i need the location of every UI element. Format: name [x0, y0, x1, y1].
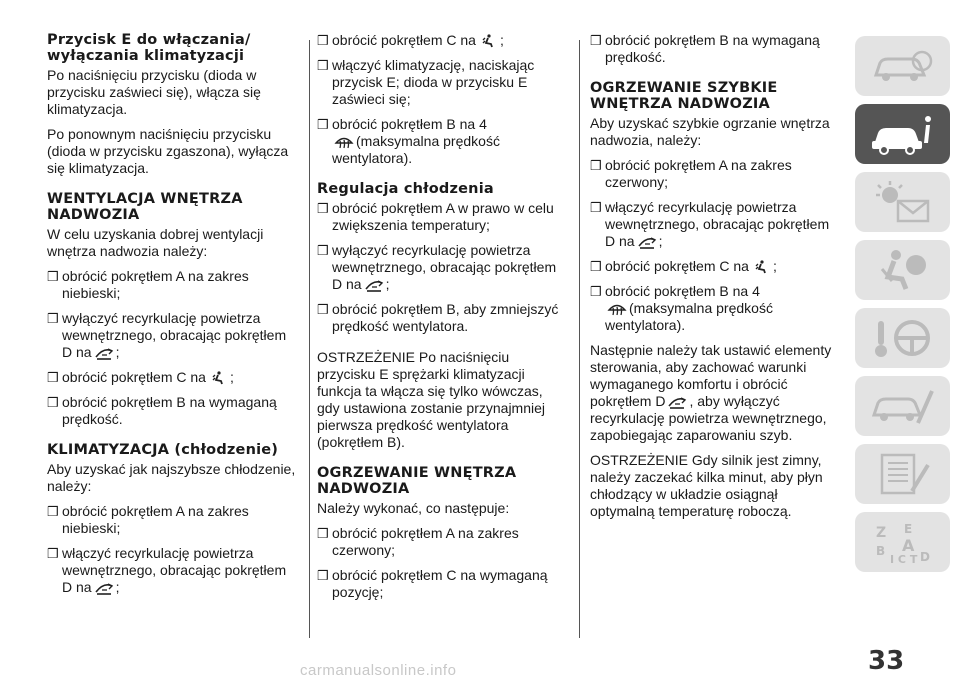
- checkbox-bullet-icon: ❒: [47, 395, 59, 410]
- heading-ventilation: WENTYLACJA WNĘTRZA NADWOZIA: [47, 191, 243, 223]
- paragraph: Po ponownym naciśnięciu przycisku (dioda w przycisku zgaszona), wyłącza się klimatyzacja.: [47, 126, 289, 176]
- list-item: ❒ obrócić pokrętłem C na ;: [317, 32, 504, 48]
- column-1: [47, 32, 299, 604]
- checkbox-bullet-icon: ❒: [317, 33, 329, 48]
- sidebar-item-airbag[interactable]: [855, 240, 950, 300]
- paragraph: W celu uzyskania dobrej wentylacji wnętrza nadwozia należy:: [47, 226, 264, 259]
- paragraph: Aby uzyskać szybkie ogrzanie wnętrza nadwozia, należy:: [590, 115, 830, 148]
- sidebar-item-document-list[interactable]: [855, 444, 950, 504]
- paragraph: Aby uzyskać jak najszybsze chłodzenie, należy:: [47, 461, 296, 494]
- list-item: ❒ obrócić pokrętłem B na 4 (maksymalna prędkość wentylatora).: [317, 116, 500, 166]
- document-list-icon: [868, 451, 938, 497]
- sidebar-item-car-info[interactable]: [855, 104, 950, 164]
- heading-ac-button: Przycisk E do włączania/ wyłączania klimatyzacji: [47, 32, 251, 64]
- checkbox-bullet-icon: ❒: [317, 117, 329, 132]
- checkbox-bullet-icon: ❒: [317, 243, 329, 258]
- checkbox-bullet-icon: ❒: [47, 546, 59, 561]
- checkbox-bullet-icon: ❒: [317, 302, 329, 317]
- airbag-icon: [868, 247, 938, 293]
- car-tools-icon: [868, 383, 938, 429]
- car-info-icon: [868, 111, 938, 157]
- light-signal-icon: [868, 179, 938, 225]
- chapter-sidebar: [855, 36, 953, 580]
- fan-speed-icon: [334, 135, 354, 149]
- checkbox-bullet-icon: ❒: [590, 284, 602, 299]
- air-distribution-icon: [208, 371, 228, 385]
- sidebar-item-key-wheel[interactable]: [855, 308, 950, 368]
- car-warning-icon: [868, 43, 938, 89]
- sidebar-item-car-tools[interactable]: [855, 376, 950, 436]
- paragraph: Następnie należy tak ustawić elementy sterowania, aby zachować warunki wymaganego komfortu i obrócić pokrętłem D , aby wyłączyć recyrkulację powietrza wewnętrznego, zapobiegając zaparowaniu szyb.: [590, 342, 832, 443]
- checkbox-bullet-icon: ❒: [590, 158, 602, 173]
- column-divider: [579, 40, 580, 638]
- svg-text:A: A: [901, 536, 914, 555]
- list-item: ❒ wyłączyć recyrkulację powietrza wewnętrznego, obracając pokrętłem D na ;: [317, 242, 557, 292]
- recirculation-icon: [364, 278, 384, 292]
- svg-text:I C T: I C T: [889, 553, 917, 565]
- list-item: ❒ włączyć recyrkulację powietrza wewnętrznego, obracając pokrętłem D na ;: [47, 545, 287, 595]
- list-item: ❒ obrócić pokrętłem B na wymaganą prędkość.: [590, 32, 820, 65]
- list-item: ❒ obrócić pokrętłem B, aby zmniejszyć prędkość wentylatora.: [317, 301, 559, 334]
- heading-air-conditioning: KLIMATYZACJA (chłodzenie): [47, 442, 279, 458]
- paragraph: Po naciśnięciu przycisku (dioda w przycisku zaświeci się), włącza się klimatyzacja.: [47, 67, 261, 117]
- svg-text:Z: Z: [875, 525, 886, 541]
- recirculation-icon: [637, 235, 657, 249]
- list-item: ❒ obrócić pokrętłem A na zakres czerwony;: [590, 157, 792, 190]
- fan-speed-icon: [607, 302, 627, 316]
- checkbox-bullet-icon: ❒: [47, 370, 59, 385]
- list-item: ❒ obrócić pokrętłem C na wymaganą pozycję;: [317, 567, 548, 600]
- checkbox-bullet-icon: ❒: [47, 269, 59, 284]
- checkbox-bullet-icon: ❒: [317, 568, 329, 583]
- sidebar-item-lights[interactable]: [855, 172, 950, 232]
- key-wheel-icon: [868, 315, 938, 361]
- list-item: ❒ obrócić pokrętłem A na zakres niebieski;: [47, 503, 249, 536]
- checkbox-bullet-icon: ❒: [590, 200, 602, 215]
- list-item: ❒ obrócić pokrętłem C na ;: [590, 258, 777, 274]
- svg-text:D: D: [919, 550, 930, 564]
- warning-paragraph: OSTRZEŻENIE Gdy silnik jest zimny, należy zaczekać kilka minut, aby płyn chłodzący w układzie osiągnął optymalną temperaturę roboczą.: [590, 452, 823, 519]
- list-item: ❒ obrócić pokrętłem B na 4 (maksymalna prędkość wentylatora).: [590, 283, 773, 333]
- checkbox-bullet-icon: ❒: [590, 259, 602, 274]
- paragraph: Należy wykonać, co następuje:: [317, 500, 510, 516]
- list-item: ❒ obrócić pokrętłem A na zakres niebieski;: [47, 268, 249, 301]
- checkbox-bullet-icon: ❒: [590, 33, 602, 48]
- list-item: ❒ włączyć recyrkulację powietrza wewnętrznego, obracając pokrętłem D na ;: [590, 199, 830, 249]
- list-item: ❒ obrócić pokrętłem A w prawo w celu zwiększenia temperatury;: [317, 200, 554, 233]
- checkbox-bullet-icon: ❒: [47, 311, 59, 326]
- checkbox-bullet-icon: ❒: [317, 526, 329, 541]
- list-item: ❒ obrócić pokrętłem C na ;: [47, 369, 234, 385]
- sidebar-item-car-warning[interactable]: [855, 36, 950, 96]
- heading-fast-heating: OGRZEWANIE SZYBKIE WNĘTRZA NADWOZIA: [590, 80, 778, 112]
- list-item: ❒ obrócić pokrętłem B na wymaganą prędkość.: [47, 394, 277, 427]
- page-number: 33: [868, 646, 905, 676]
- column-2: [317, 32, 569, 609]
- column-3: [590, 32, 842, 528]
- svg-text:E: E: [903, 522, 912, 536]
- list-item: ❒ obrócić pokrętłem A na zakres czerwony;: [317, 525, 519, 558]
- checkbox-bullet-icon: ❒: [47, 504, 59, 519]
- column-divider: [309, 40, 310, 638]
- recirculation-icon: [667, 395, 687, 409]
- list-item: ❒ wyłączyć recyrkulację powietrza wewnętrznego, obracając pokrętłem D na ;: [47, 310, 287, 360]
- checkbox-bullet-icon: ❒: [317, 58, 329, 73]
- svg-text:B: B: [875, 544, 885, 558]
- alphabet-index-icon: [868, 519, 938, 565]
- recirculation-icon: [94, 581, 114, 595]
- sidebar-item-alphabet-index[interactable]: [855, 512, 950, 572]
- air-distribution-icon: [751, 260, 771, 274]
- warning-paragraph: OSTRZEŻENIE Po naciśnięciu przycisku E sprężarki klimatyzacji funkcja ta włącza się tylko wówczas, gdy ustawiona zostanie przynajmniej pierwsza prędkość wentylatora (pokrętłem B).: [317, 349, 546, 450]
- heading-cooling-adjustment: Regulacja chłodzenia: [317, 181, 494, 197]
- recirculation-icon: [94, 346, 114, 360]
- heading-heating: OGRZEWANIE WNĘTRZA NADWOZIA: [317, 465, 517, 497]
- list-item: ❒ włączyć klimatyzację, naciskając przycisk E; dioda w przycisku E zaświeci się;: [317, 57, 535, 107]
- checkbox-bullet-icon: ❒: [317, 201, 329, 216]
- watermark: carmanualsonline.info: [300, 662, 457, 679]
- air-distribution-icon: [478, 34, 498, 48]
